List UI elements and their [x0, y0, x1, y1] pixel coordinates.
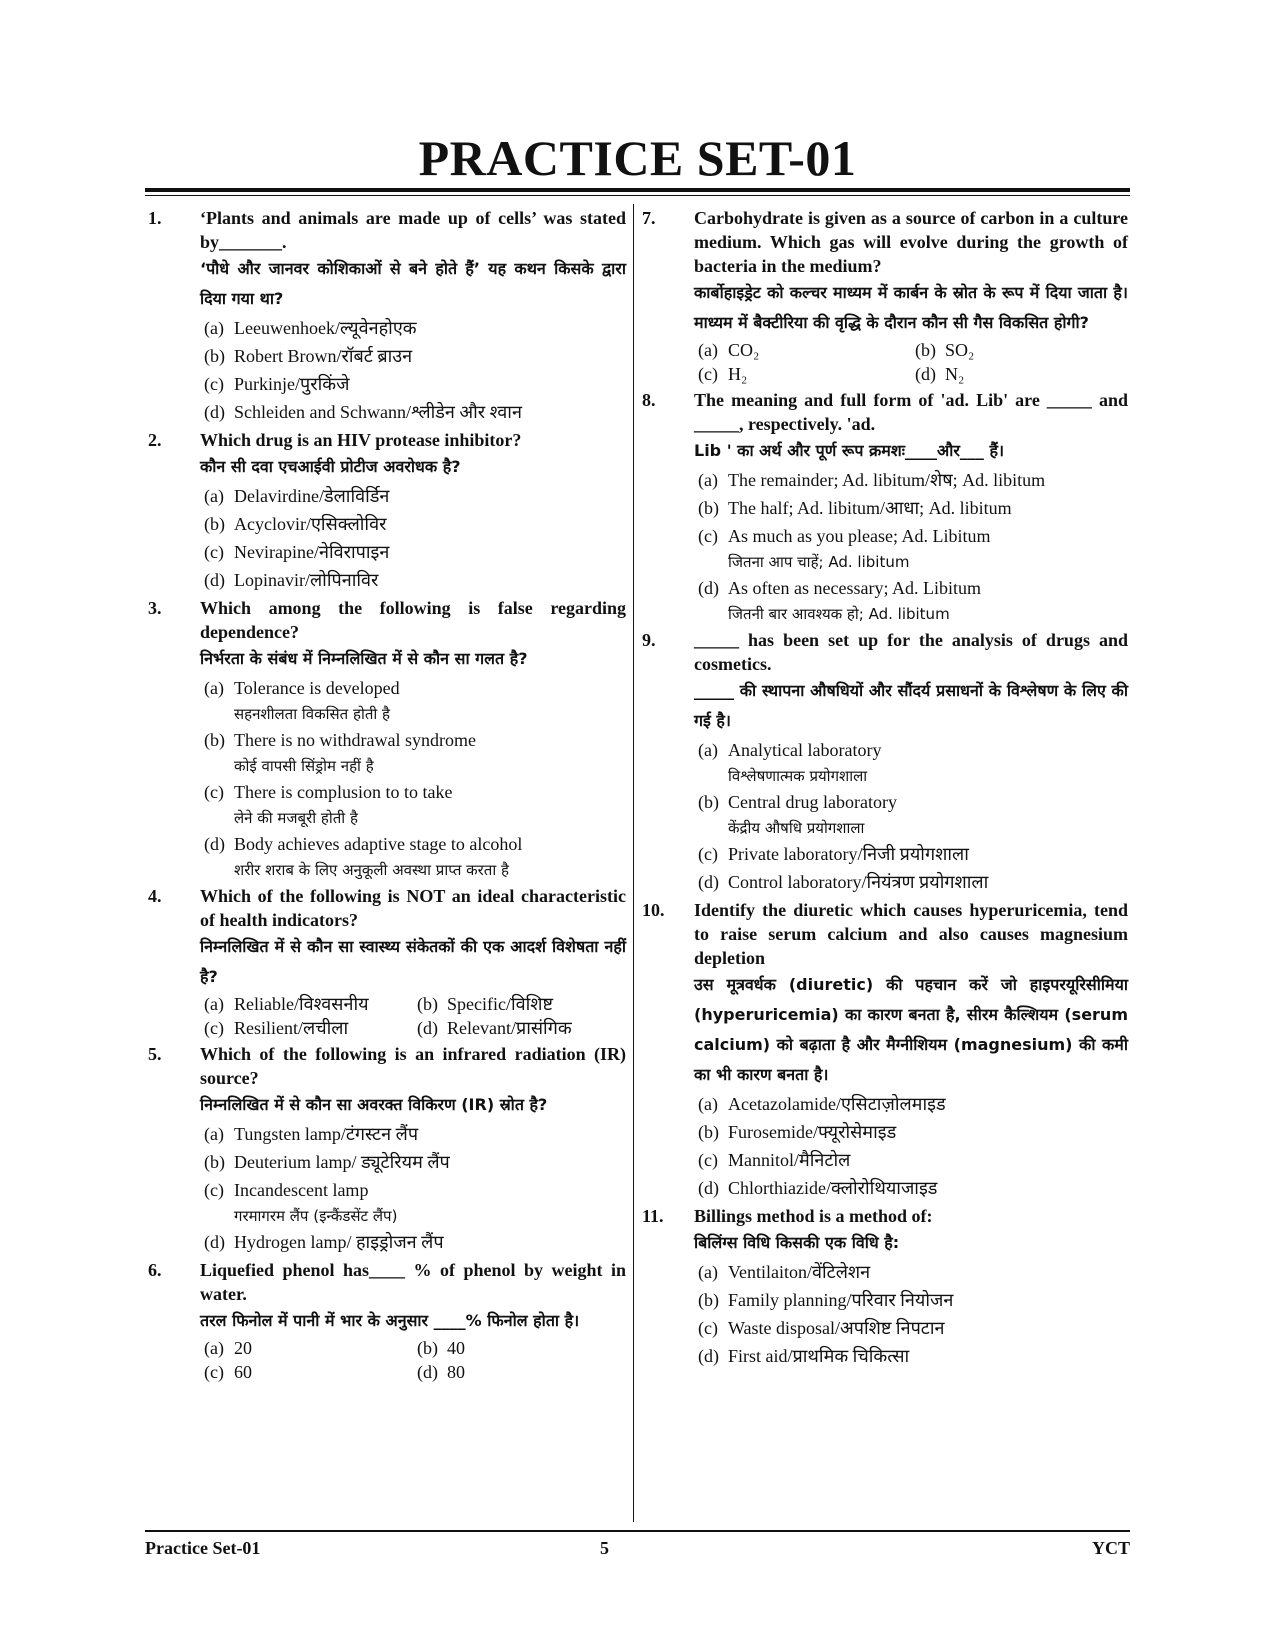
option-label: (a) [698, 740, 718, 760]
option-text: Chlorthiazide/क्लोरोथियाजाइड [728, 1178, 938, 1198]
option-label: (a) [204, 1124, 224, 1144]
question-text-english: Which of the following is NOT an ideal characteristic of health indicators? [200, 886, 626, 930]
option-label: (c) [204, 1018, 224, 1038]
option-label: (c) [698, 844, 718, 864]
option-text: Nevirapine/नेविरापाइन [234, 542, 390, 562]
option-text: Relevant/प्रासंगिक [447, 1018, 572, 1038]
option-text: Robert Brown/रॉबर्ट ब्राउन [234, 346, 413, 366]
answer-option[interactable] [200, 1176, 626, 1228]
option-text: As often as necessary; Ad. Libitum [728, 578, 981, 598]
answer-option[interactable] [694, 1090, 1128, 1118]
answer-option[interactable] [200, 510, 626, 538]
option-label: (b) [417, 1338, 438, 1358]
answer-option[interactable] [911, 338, 1128, 362]
option-label: (a) [698, 470, 718, 490]
question-text-hindi: Lib ' का अर्थ और पूर्ण रूप क्रमशः____और___ हैं। [694, 441, 1005, 460]
question-text-english: The meaning and full form of 'ad. Lib' are _____ and _____, respectively. 'ad. [694, 390, 1128, 434]
answer-option[interactable] [200, 992, 413, 1016]
option-label: (a) [204, 994, 224, 1014]
option-label: (d) [417, 1018, 438, 1038]
question-block [642, 898, 1128, 1202]
option-text: Tolerance is developed [234, 678, 400, 698]
page-number: 5 [600, 1538, 609, 1558]
option-label: (c) [698, 1150, 718, 1170]
option-text: N₂ [945, 364, 965, 384]
option-label: (a) [698, 340, 718, 360]
option-label: (c) [204, 782, 224, 802]
question-text-english: ‘Plants and animals are made up of cells’ was stated by_______. [200, 208, 626, 252]
answer-option[interactable] [694, 1258, 1128, 1286]
option-label: (b) [698, 1122, 719, 1142]
question-text-hindi: निम्नलिखित में से कौन सा अवरक्त विकिरण (IR) स्रोत है? [200, 1095, 548, 1114]
option-text: The half; Ad. libitum/आधा; Ad. libitum [728, 498, 1012, 518]
answer-option[interactable] [911, 362, 1128, 386]
option-label: (d) [698, 1346, 719, 1366]
option-text: Central drug laboratory [728, 792, 897, 812]
question-text-hindi: _____ की स्थापना औषधियों और सौंदर्य प्रसाधनों के विश्लेषण के लिए की गई है। [694, 681, 1128, 730]
question-number: 9. [642, 630, 656, 650]
answer-option[interactable] [200, 1336, 413, 1360]
option-label: (b) [698, 498, 719, 518]
option-label: (b) [204, 1152, 225, 1172]
question-text-hindi: निर्भरता के संबंध में निम्नलिखित में से कौन सा गलत है? [200, 649, 528, 668]
option-text: SO₂ [945, 340, 975, 360]
question-number: 4. [148, 886, 162, 906]
question-text-english: _____ has been set up for the analysis of drugs and cosmetics. [694, 630, 1128, 674]
option-text: CO₂ [728, 340, 760, 360]
question-number: 5. [148, 1044, 162, 1064]
question-block [148, 596, 626, 882]
option-grid [694, 338, 1128, 386]
question-number: 3. [148, 598, 162, 618]
option-text-hindi: जितना आप चाहें; Ad. libitum [728, 553, 910, 571]
title-rule-thin [145, 195, 1130, 196]
question-text-hindi: उस मूत्रवर्धक (diuretic) की पहचान करें जो हाइपरयूरिसीमिया (hyperuricemia) का कारण बनता है, सीरम कैल्शियम (serum calcium) को बढ़ाता है और मैग्नीशियम (magnesium) की कमी का भी कारण बनता है। [694, 975, 1128, 1084]
option-text: Waste disposal/अपशिष्ट निपटान [728, 1318, 945, 1338]
option-label: (d) [204, 402, 225, 422]
option-label: (b) [204, 346, 225, 366]
option-label: (a) [204, 486, 224, 506]
option-label: (d) [417, 1362, 438, 1382]
answer-option[interactable] [694, 362, 911, 386]
answer-option[interactable] [694, 788, 1128, 840]
option-text: Mannitol/मैनिटोल [728, 1150, 851, 1170]
option-label: (d) [698, 872, 719, 892]
option-text-hindi: जितनी बार आवश्यक हो; Ad. libitum [728, 605, 950, 623]
option-text: 60 [234, 1362, 252, 1382]
answer-option[interactable] [694, 466, 1128, 494]
option-text: Acyclovir/एसिक्लोविर [234, 514, 387, 534]
question-block [148, 206, 626, 426]
answer-option[interactable] [200, 1148, 626, 1176]
option-text: Incandescent lamp [234, 1180, 369, 1200]
question-block [642, 1204, 1128, 1370]
option-label: (d) [204, 570, 225, 590]
answer-option[interactable] [694, 574, 1128, 626]
option-text: Delavirdine/डेलाविर्डिन [234, 486, 390, 506]
page-title: PRACTICE SET-01 [418, 130, 857, 186]
answer-option[interactable] [200, 674, 626, 726]
option-text: Hydrogen lamp/ हाइड्रोजन लैंप [234, 1232, 444, 1252]
column-divider [633, 204, 634, 1522]
option-text-hindi: केंद्रीय औषधि प्रयोगशाला [728, 819, 865, 837]
option-text: 40 [447, 1338, 465, 1358]
option-grid [200, 992, 626, 1040]
question-block [148, 428, 626, 594]
option-label: (a) [204, 318, 224, 338]
question-number: 2. [148, 430, 162, 450]
answer-option[interactable] [200, 314, 626, 342]
option-text-hindi: कोई वापसी सिंड्रोम नहीं है [234, 757, 374, 775]
option-label: (d) [204, 1232, 225, 1252]
answer-option[interactable] [694, 868, 1128, 896]
option-text: The remainder; Ad. libitum/शेष; Ad. libitum [728, 470, 1046, 490]
question-text-hindi: कार्बोहाइड्रेट को कल्चर माध्यम में कार्बन के स्रोत के रूप में दिया जाता है। माध्यम में बैक्टीरिया की वृद्धि के दौरान कौन सी गैस विकसित होगी? [694, 283, 1128, 332]
option-label: (c) [204, 1362, 224, 1382]
question-number: 11. [642, 1206, 664, 1226]
option-label: (c) [698, 1318, 718, 1338]
option-text: Schleiden and Schwann/श्लीडेन और श्वान [234, 402, 522, 422]
question-number: 8. [642, 390, 656, 410]
option-text-hindi: गरमागरम लैंप (इन्कैंडसेंट लैंप) [234, 1207, 398, 1225]
question-text-english: Billings method is a method of: [694, 1206, 933, 1226]
option-text-hindi: सहनशीलता विकसित होती है [234, 705, 390, 723]
option-label: (c) [698, 526, 718, 546]
answer-option[interactable] [200, 566, 626, 594]
option-text: 20 [234, 1338, 252, 1358]
option-text-hindi: लेने की मजबूरी होती है [234, 809, 358, 827]
question-block [642, 206, 1128, 386]
question-text-hindi: बिलिंग्स विधि किसकी एक विधि है: [694, 1233, 900, 1252]
answer-option[interactable] [200, 778, 626, 830]
question-text-english: Liquefied phenol has____ % of phenol by weight in water. [200, 1260, 626, 1304]
option-text: Tungsten lamp/टंगस्टन लैंप [234, 1124, 419, 1144]
answer-option[interactable] [694, 522, 1128, 574]
question-number: 6. [148, 1260, 162, 1280]
option-text: Leeuwenhoek/ल्यूवेनहोएक [234, 318, 417, 338]
question-text-hindi: ‘पौधे और जानवर कोशिकाओं से बने होते हैं’ यह कथन किसके द्वारा दिया गया था? [200, 259, 626, 308]
option-text: 80 [447, 1362, 465, 1382]
answer-option[interactable] [694, 1146, 1128, 1174]
option-text: Analytical laboratory [728, 740, 882, 760]
option-text: There is no withdrawal syndrome [234, 730, 476, 750]
question-text-english: Carbohydrate is given as a source of carbon in a culture medium. Which gas will evolve during the growth of bacteria in the medium? [694, 208, 1128, 276]
answer-option[interactable] [694, 840, 1128, 868]
option-text: Control laboratory/नियंत्रण प्रयोगशाला [728, 872, 989, 892]
answer-option[interactable] [200, 726, 626, 778]
option-label: (c) [698, 364, 718, 384]
option-text: There is complusion to to take [234, 782, 453, 802]
option-text: Furosemide/फ्यूरोसेमाइड [728, 1122, 897, 1142]
option-label: (d) [204, 834, 225, 854]
question-text-hindi: कौन सी दवा एचआईवी प्रोटीज अवरोधक है? [200, 457, 461, 476]
option-label: (b) [417, 994, 438, 1014]
question-block [642, 388, 1128, 626]
answer-option[interactable] [413, 1360, 626, 1384]
answer-option[interactable] [694, 494, 1128, 522]
option-text: Lopinavir/लोपिनाविर [234, 570, 379, 590]
option-label: (b) [698, 792, 719, 812]
question-block [642, 628, 1128, 896]
question-number: 7. [642, 208, 656, 228]
option-label: (c) [204, 542, 224, 562]
answer-option[interactable] [694, 1314, 1128, 1342]
question-block [148, 884, 626, 1040]
option-text: Body achieves adaptive stage to alcohol [234, 834, 523, 854]
question-text-english: Which drug is an HIV protease inhibitor? [200, 430, 522, 450]
answer-option[interactable] [200, 482, 626, 510]
option-text: Family planning/परिवार नियोजन [728, 1290, 954, 1310]
right-column [642, 206, 1128, 1372]
answer-option[interactable] [200, 342, 626, 370]
option-label: (b) [204, 730, 225, 750]
left-column [148, 206, 626, 1386]
option-text: Resilient/लचीला [234, 1018, 349, 1038]
option-label: (d) [698, 578, 719, 598]
answer-option[interactable] [200, 1120, 626, 1148]
answer-option[interactable] [200, 830, 626, 882]
page-footer [145, 1530, 1130, 1562]
answer-option[interactable] [200, 538, 626, 566]
option-label: (b) [915, 340, 936, 360]
answer-option[interactable] [200, 1360, 413, 1384]
option-label: (b) [698, 1290, 719, 1310]
option-text-hindi: विश्लेषणात्मक प्रयोगशाला [728, 767, 868, 785]
option-label: (a) [698, 1262, 718, 1282]
footer-title: Practice Set-01 [145, 1538, 261, 1558]
option-label: (a) [204, 678, 224, 698]
answer-option[interactable] [694, 1342, 1128, 1370]
option-text-hindi: शरीर शराब के लिए अनुकूली अवस्था प्राप्त करता है [234, 861, 509, 879]
question-text-hindi: निम्नलिखित में से कौन सा स्वास्थ्य संकेतकों की एक आदर्श विशेषता नहीं है? [200, 937, 626, 986]
answer-option[interactable] [413, 1336, 626, 1360]
option-text: Acetazolamide/एसिटाज़ोलमाइड [728, 1094, 946, 1114]
answer-option[interactable] [694, 736, 1128, 788]
question-text-hindi: तरल फिनोल में पानी में भार के अनुसार ____% फिनोल होता है। [200, 1311, 580, 1330]
answer-option[interactable] [694, 338, 911, 362]
option-label: (a) [204, 1338, 224, 1358]
answer-option[interactable] [694, 1174, 1128, 1202]
option-text: Reliable/विश्वसनीय [234, 994, 369, 1014]
answer-option[interactable] [200, 370, 626, 398]
option-label: (d) [915, 364, 936, 384]
answer-option[interactable] [694, 1286, 1128, 1314]
option-text: Specific/विशिष्ट [447, 994, 554, 1014]
answer-option[interactable] [200, 1228, 626, 1256]
option-text: H₂ [728, 364, 748, 384]
option-grid [200, 1336, 626, 1384]
question-text-english: Which of the following is an infrared radiation (IR) source? [200, 1044, 626, 1088]
option-label: (d) [698, 1178, 719, 1198]
option-text: Private laboratory/निजी प्रयोगशाला [728, 844, 969, 864]
option-text: Purkinje/पुरकिंजे [234, 374, 350, 394]
option-text: Deuterium lamp/ ड्यूटेरियम लैंप [234, 1152, 450, 1172]
question-block [148, 1258, 626, 1384]
question-text-english: Identify the diuretic which causes hyperuricemia, tend to raise serum calcium and also causes magnesium depletion [694, 900, 1128, 968]
option-text: Ventilaiton/वेंटिलेशन [728, 1262, 871, 1282]
option-text: As much as you please; Ad. Libitum [728, 526, 991, 546]
answer-option[interactable] [413, 1016, 626, 1040]
option-label: (c) [204, 1180, 224, 1200]
question-number: 10. [642, 900, 665, 920]
question-number: 1. [148, 208, 162, 228]
title-rule [145, 188, 1130, 192]
answer-option[interactable] [200, 1016, 413, 1040]
answer-option[interactable] [413, 992, 626, 1016]
publisher-mark: YCT [1091, 1538, 1130, 1558]
question-text-english: Which among the following is false regarding dependence? [200, 598, 626, 642]
answer-option[interactable] [694, 1118, 1128, 1146]
option-label: (b) [204, 514, 225, 534]
question-block [148, 1042, 626, 1256]
answer-option[interactable] [200, 398, 626, 426]
option-text: First aid/प्राथमिक चिकित्सा [728, 1346, 910, 1366]
option-label: (c) [204, 374, 224, 394]
option-label: (a) [698, 1094, 718, 1114]
